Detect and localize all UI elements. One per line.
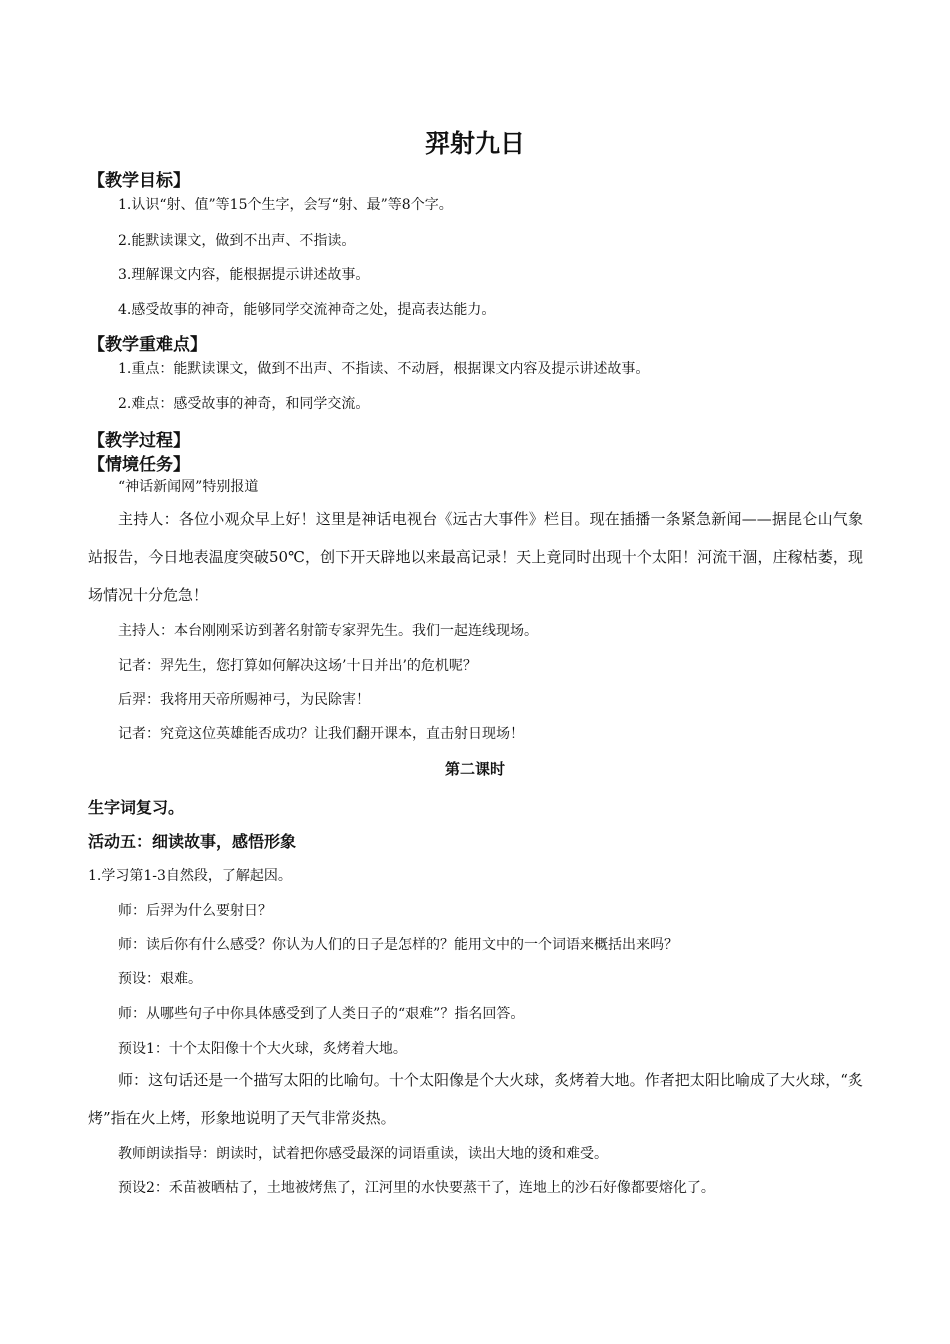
lesson-line: 教师朗读指导：朗读时，试着把你感受最深的词语重读，读出大地的烫和难受。 — [118, 1146, 608, 1162]
lesson-line: 师：读后你有什么感受？你认为人们的日子是怎样的？能用文中的一个词语来概括出来吗？ — [118, 937, 678, 953]
lesson-line: 预设1：十个太阳像十个大火球，炙烤着大地。 — [118, 1041, 407, 1057]
objective-item: 3.理解课文内容，能根据提示讲述故事。 — [118, 267, 370, 283]
scenario-heading: 【情境任务】 — [88, 455, 190, 475]
key-point-item: 2.难点：感受故事的神奇，和同学交流。 — [118, 396, 370, 412]
scenario-paragraph: 主持人：各位小观众早上好！这里是神话电视台《远古大事件》栏目。现在插播一条紧急新闻——据昆仑山气象站报告，今日地表温度突破50℃，创下开天辟地以来最高记录！天上竟同时出现十个太阳！河流干涸，庄稼枯萎，现场情况十分危急！ — [88, 510, 863, 604]
lesson-line: 预设2：禾苗被晒枯了，土地被烤焦了，江河里的水快要蒸干了，连地上的沙石好像都要熔化了。 — [118, 1180, 715, 1196]
page-title: 羿射九日 — [424, 129, 525, 158]
dialogue-line: 记者：羿先生，您打算如何解决这场’十日并出’的危机呢？ — [118, 658, 477, 674]
analysis-paragraph: 师：这句话还是一个描写太阳的比喻句。十个太阳像是个大火球，炙烤着大地。作者把太阳比喻成了大火球，“炙烤”指在火上烤，形象地说明了天气非常炎热。 — [88, 1071, 863, 1127]
objective-item: 4.感受故事的神奇，能够同学交流神奇之处，提高表达能力。 — [118, 302, 496, 318]
key-point-item: 1.重点：能默读课文，做到不出声、不指读、不动唇，根据课文内容及提示讲述故事。 — [118, 361, 650, 377]
lesson-heading: 第二课时 — [444, 760, 505, 778]
lesson-line: 师：从哪些句子中你具体感受到了人类日子的“艰难”？指名回答。 — [118, 1006, 525, 1022]
dialogue-line: 记者：究竟这位英雄能否成功？让我们翻开课本，直击射日现场！ — [118, 726, 524, 742]
activity-heading: 活动五：细读故事，感悟形象 — [88, 832, 297, 851]
key-points-heading: 【教学重难点】 — [88, 335, 207, 355]
objective-item: 2.能默读课文，做到不出声、不指读。 — [118, 233, 356, 249]
dialogue-line: 后羿：我将用天帝所赐神弓，为民除害！ — [118, 692, 370, 708]
process-heading: 【教学过程】 — [88, 431, 190, 451]
dialogue-line: 主持人：本台刚刚采访到著名射箭专家羿先生。我们一起连线现场。 — [118, 623, 538, 639]
step-heading: 1.学习第1-3自然段，了解起因。 — [88, 868, 292, 884]
objectives-heading: 【教学目标】 — [88, 171, 190, 191]
objective-item: 1.认识“射、值”等15个生字，会写“射、最”等8个字。 — [118, 197, 453, 213]
lesson-line: 预设：艰难。 — [118, 971, 202, 987]
review-heading: 生字词复习。 — [88, 798, 185, 817]
lesson-line: 师：后羿为什么要射日？ — [118, 903, 272, 919]
scenario-subtitle: “神话新闻网”特别报道 — [118, 479, 259, 495]
